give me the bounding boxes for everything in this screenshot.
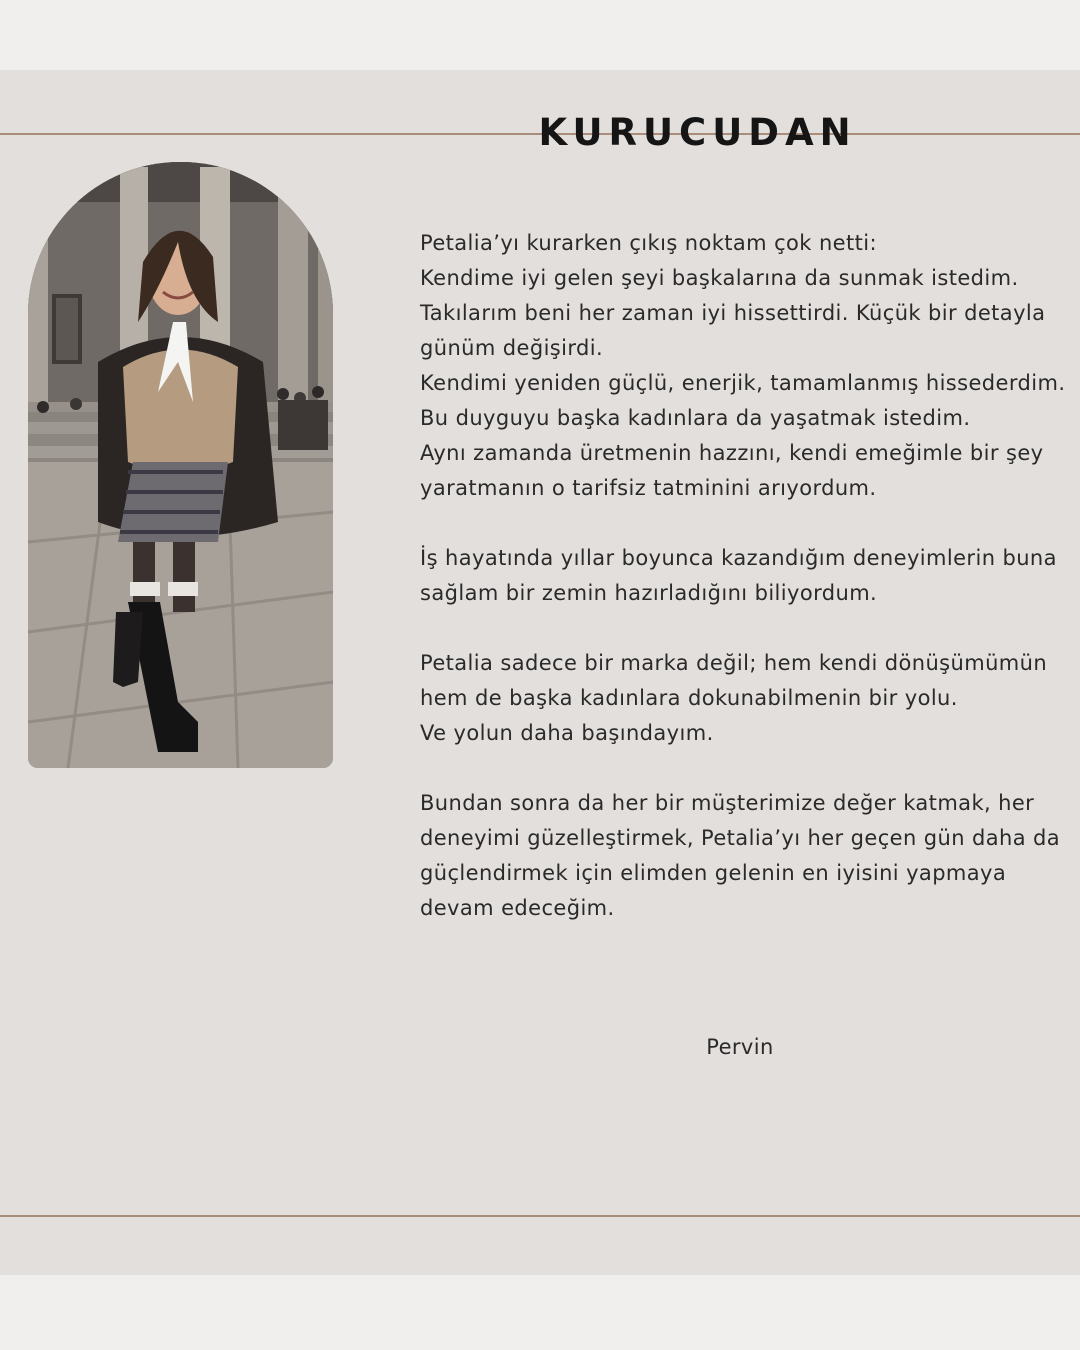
signature: Pervin xyxy=(706,1035,774,1059)
letter-paragraph: Bundan sonra da her bir müşterimize değer katmak, her deneyimi güzelleştirmek, Petalia’yı her geçen gün daha da güçlendirmek için elimden gelenin en iyisini yapmaya devam edeceğim. xyxy=(420,791,1061,920)
letter-paragraph: İş hayatında yıllar boyunca kazandığım deneyimlerin buna sağlam bir zemin hazırladığını biliyordum. xyxy=(420,546,1057,605)
bottom-divider xyxy=(0,1215,1080,1217)
letter-paragraph: Petalia’yı kurarken çıkış noktam çok netti: Kendime iyi gelen şeyi başkalarına da sunmak istedim. Takılarım beni her zaman iyi hissettirdi. Küçük bir detayla günüm değişirdi. Kendimi yeniden güçlü, enerjik, tamamlanmış hissederdim. Bu duyguyu başka kadınlara da yaşatmak istedim. Aynı zamanda üretmenin hazzını, kendi emeğimle bir şey yaratmanın o tarifsiz tatminini arıyordum. xyxy=(420,231,1066,500)
founder-photo xyxy=(28,162,333,768)
letter-paragraph: Petalia sadece bir marka değil; hem kendi dönüşümümün hem de başka kadınlara dokunabilmenin bir yolu. Ve yolun daha başındayım. xyxy=(420,651,1048,745)
founder-letter xyxy=(420,226,1070,926)
page-title: KURUCUDAN xyxy=(538,111,857,154)
